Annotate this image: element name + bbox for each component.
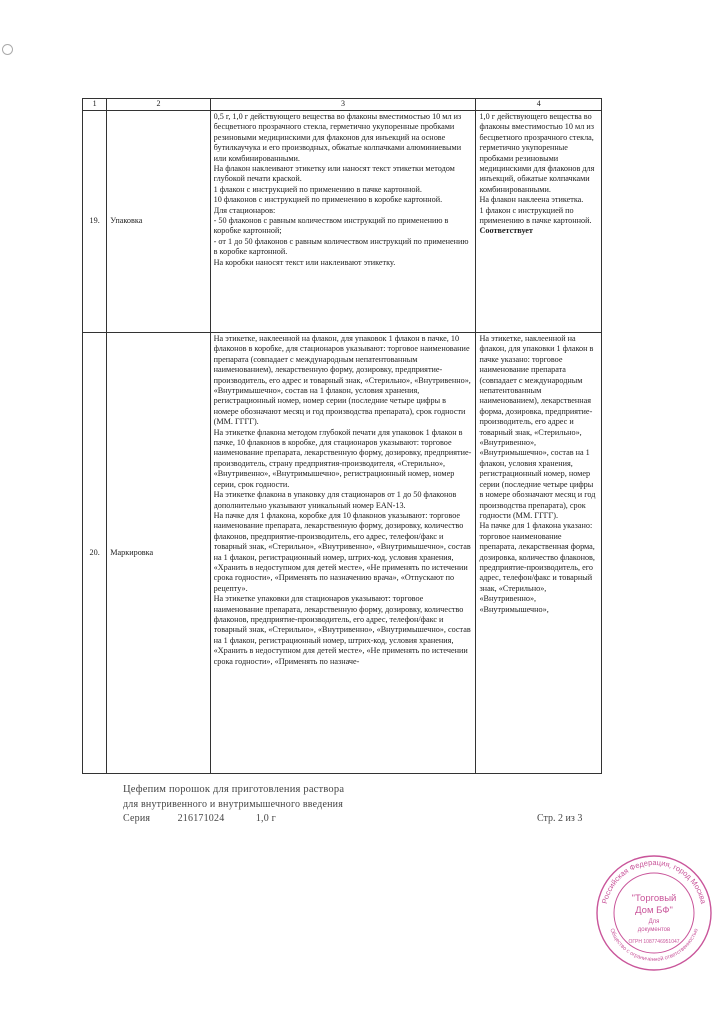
stamp-ring-bottom-text: Общество с ограниченной ответственностью	[608, 927, 700, 964]
spec-paragraph: - 50 флаконов с равным количеством инструкций по применению в коробке картонной;	[213, 216, 449, 236]
row-spec	[210, 111, 476, 333]
row-number: 20.	[83, 333, 107, 774]
table-row-labeling	[83, 333, 602, 774]
spec-paragraph: Для стационаров:	[213, 205, 276, 215]
spec-paragraph: 10 флаконов с инструкцией по применению в коробке картонной.	[213, 195, 443, 205]
company-stamp	[594, 853, 714, 973]
stamp-center-line-4: документов	[637, 927, 671, 933]
table-row-packaging	[83, 111, 602, 333]
spec-paragraph: На флакон наклеивают этикетку или наносят текст этикетки методом глубокой печати краской.	[213, 164, 455, 184]
series-number: 216171024	[177, 813, 225, 824]
punch-hole	[2, 44, 13, 55]
spec-table	[82, 98, 602, 774]
row-number: 19.	[83, 111, 107, 333]
spec-paragraph: - от 1 до 50 флаконов с равным количеством инструкций по применению в коробке картонной.	[213, 236, 469, 257]
footer-product-name: Цефепим порошок для приготовления раствора	[123, 784, 345, 795]
result-paragraph: На флакон наклеена этикетка.	[479, 195, 584, 205]
row-result	[476, 333, 602, 774]
spec-paragraph: 0,5 г, 1,0 г действующего вещества во флаконы вместимостью 10 мл из бесцветного прозрачного стекла, герметично укупоренные пробками резиновыми медицинскими для флаконов для инъекций на основе бутилкаучука и его производных, обжатые колпачками алюминиевыми или комбинированными.	[213, 112, 462, 163]
footer-product-form: для внутривенного и внутримышечного введения	[123, 799, 344, 810]
result-paragraph: На этикетке, наклеенной на флакон, для упаковки 1 флакон в пачке указано: торговое наименование препарата (совпадает с международным непатентованным наименованием), лекарственная форма, дозировка, предприятие-производитель, его адрес и товарный знак, «Стерильно», «Внутривенно», «Внутримышечно», состав на 1 флакон, условия хранения, регистрационный номер, номер серии (последние четыре цифры в номере обозначают месяц и год производства препарата), срок годности (ММ. ГГГГ).	[479, 334, 596, 520]
row-name: Упаковка	[107, 111, 210, 333]
header-col-2: 2	[107, 99, 210, 111]
spec-paragraph: На коробки наносят текст или наклеивают этикетку.	[213, 257, 396, 267]
table-header-row	[83, 99, 602, 111]
series-dose: 1,0 г	[255, 813, 276, 824]
stamp-svg	[594, 853, 714, 973]
header-col-1: 1	[83, 99, 107, 111]
stamp-center-line-2: Дом БФ"	[635, 905, 673, 916]
result-verdict: Соответствует	[479, 226, 533, 236]
stamp-center-line-1: "Торговый	[631, 893, 677, 904]
header-col-3: 3	[210, 99, 476, 111]
result-paragraph: 1,0 г действующего вещества во флаконы вместимостью 10 мл из бесцветного прозрачного стекла, герметично укупоренные пробками резиновыми медицинскими для флаконов для инъекций, обжатые колпачками комбинированными.	[479, 112, 595, 194]
spec-paragraph: На этикетке упаковки для стационаров указывают: торговое наименование препарата, лекарственную форму, дозировку, количество флаконов, предприятие-производитель, его адрес, телефон/факс и товарный знак, «Стерильно», «Внутривенно», «Внутримышечно», состав на 1 флакон, регистрационный номер, штрих-код, условия хранения, «Хранить в недоступном для детей месте», «Не применять по истечении срока годности», «Применять по назначе-	[213, 594, 471, 666]
row-name: Маркировка	[107, 333, 210, 774]
footer-series-line	[123, 813, 276, 824]
spec-paragraph: На этикетке флакона методом глубокой печати для упаковок 1 флакон в пачке, 10 флаконов в коробке, для стационаров указывают: торговое наименование препарата, лекарственную форму, дозировку, предприятие-производитель, страну предприятия-производителя, «Стерильно», «Внутривенно», «Внутримышечно», регистрационный номер, номер серии, срок годности.	[213, 427, 472, 489]
spec-paragraph: На этикетке флакона в упаковку для стационаров от 1 до 50 флаконов дополнительно указывают уникальный номер EAN-13.	[213, 490, 457, 510]
header-col-4: 4	[476, 99, 602, 111]
stamp-ring-top-text: Российская Федерация, город Москва	[599, 857, 709, 905]
spec-paragraph: 1 флакон с инструкцией по применению в пачке картонной.	[213, 184, 422, 194]
row-spec	[210, 333, 476, 774]
row-result	[476, 111, 602, 333]
stamp-ogrn: ОГРН 1087746951047	[628, 939, 680, 945]
spec-paragraph: На этикетке, наклеенной на флакон, для упаковок 1 флакон в пачке, 10 флаконов в коробке, для стационаров указывают: торговое наименование препарата (совпадает с международным непатентованным наименованием), лекарственную форму, дозировку, предприятие-производитель, его адрес и товарный знак, «Стерильно», «Внутривенно», «Внутримышечно», состав на 1 флакон, условия хранения, регистрационный номер, номер серии (последние четыре цифры в номере обозначают месяц и год производства препарата), срок годности (ММ. ГГГГ).	[213, 334, 471, 427]
result-paragraph: 1 флакон с инструкцией по применению в пачке картонной.	[479, 205, 592, 226]
page-number: Стр. 2 из 3	[537, 813, 583, 824]
result-paragraph: На пачке для 1 флакона указано: торговое наименование препарата, лекарственная форма, дозировка, количество флаконов, предприятие-производитель, его адрес, телефон/факс и товарный знак, «Стерильно», «Внутривенно», «Внутримышечно»,	[479, 521, 595, 614]
series-label: Серия	[123, 813, 151, 824]
spec-paragraph: На пачке для 1 флакона, коробке для 10 флаконов указывают: торговое наименование препарата, лекарственную форму, дозировку, количество флаконов, предприятие-производитель, его адрес, телефон/факс и товарный знак, «Стерильно», «Внутривенно», «Внутримышечно», состав на 1 флакон, регистрационный номер, штрих-код, условия хранения, «Хранить в недоступном для детей месте», «Не применять по истечении срока годности», «Применять по назначению врача», «Отпускают по рецепту».	[213, 510, 471, 593]
stamp-center-line-3: Для	[648, 919, 660, 925]
